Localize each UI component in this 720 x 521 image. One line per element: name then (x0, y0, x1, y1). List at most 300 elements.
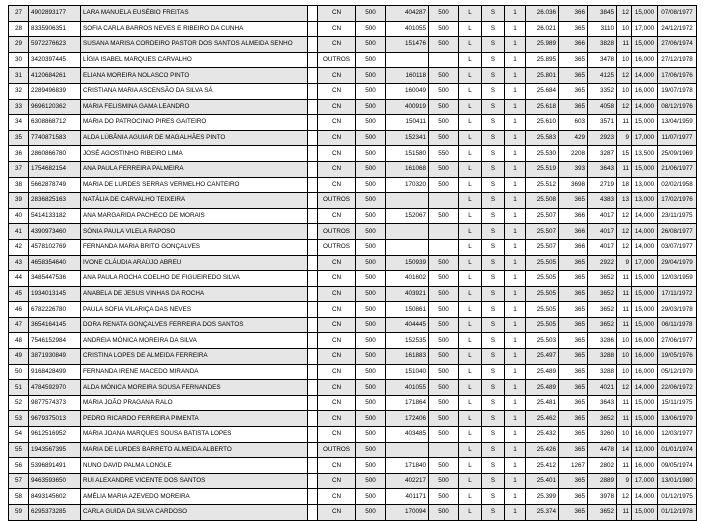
type-s-cell: S (482, 52, 505, 68)
type-l-cell: L (459, 177, 482, 193)
birth-date-cell: 01/01/1974 (658, 442, 697, 458)
type-l-cell: L (459, 130, 482, 146)
grade-cell: 25.505 (526, 302, 559, 318)
service-days-cell: 365 (559, 380, 588, 396)
table-row (9, 349, 697, 365)
priority-cell: 1 (505, 52, 526, 68)
group-cell: CN (318, 161, 356, 177)
service-total-cell: 3260 (588, 427, 617, 443)
placement-cell (429, 442, 459, 458)
spacer-cell (308, 505, 318, 521)
priority-cell: 1 (505, 473, 526, 489)
group-cell: CN (318, 364, 356, 380)
candidate-id-cell: 9168428499 (29, 364, 81, 380)
row-number-cell: 28 (9, 21, 29, 37)
spacer-cell (308, 395, 318, 411)
placement-cell: 550 (429, 146, 459, 162)
points-cell: 15,000 (632, 505, 658, 521)
type-l-cell: L (459, 161, 482, 177)
type-l-cell: L (459, 99, 482, 115)
placement-cell: 500 (429, 208, 459, 224)
row-number-cell: 49 (9, 349, 29, 365)
school-code-cell (386, 224, 429, 240)
points-cell: 16,000 (632, 333, 658, 349)
points-cell: 15,000 (632, 161, 658, 177)
table-row (9, 442, 697, 458)
candidate-id-cell: 4658354640 (29, 255, 81, 271)
candidate-name-cell: ANA PAULA ROCHA COELHO DE FIGUEIREDO SILVA (81, 271, 308, 287)
grade-cell: 25.505 (526, 255, 559, 271)
service-days-cell: 365 (559, 99, 588, 115)
group-cell: CN (318, 427, 356, 443)
table-row (9, 83, 697, 99)
grade-cell: 25.618 (526, 99, 559, 115)
years-cell: 9 (617, 130, 632, 146)
service-total-cell: 3288 (588, 364, 617, 380)
school-code-cell: 401171 (386, 489, 429, 505)
group-cell: CN (318, 286, 356, 302)
points-cell: 14,000 (632, 224, 658, 240)
row-number-cell: 57 (9, 473, 29, 489)
birth-date-cell: 08/12/1976 (658, 99, 697, 115)
table-row (9, 224, 697, 240)
candidate-id-cell: 9877574373 (29, 395, 81, 411)
table-row (9, 505, 697, 521)
service-total-cell: 3571 (588, 115, 617, 131)
quota-cell: 500 (356, 6, 386, 22)
group-cell: CN (318, 395, 356, 411)
type-s-cell: S (482, 395, 505, 411)
spacer-cell (308, 473, 318, 489)
grade-cell: 25.507 (526, 208, 559, 224)
grade-cell: 25.505 (526, 286, 559, 302)
candidate-name-cell: NUNO DAVID PALMA LONGLE (81, 458, 308, 474)
grade-cell: 25.399 (526, 489, 559, 505)
quota-cell: 500 (356, 83, 386, 99)
service-days-cell: 365 (559, 317, 588, 333)
school-code-cell: 400919 (386, 99, 429, 115)
type-l-cell: L (459, 411, 482, 427)
table-row (9, 146, 697, 162)
placement-cell: 500 (429, 505, 459, 521)
candidate-id-cell: 2289496839 (29, 83, 81, 99)
table-row (9, 99, 697, 115)
years-cell: 11 (617, 115, 632, 131)
table-row (9, 21, 697, 37)
years-cell: 10 (617, 333, 632, 349)
points-cell: 15,000 (632, 395, 658, 411)
candidate-name-cell: RUI ALEXANDRE VICENTE DOS SANTOS (81, 473, 308, 489)
candidate-name-cell: AMÉLIA MARIA AZEVEDO MOREIRA (81, 489, 308, 505)
spacer-cell (308, 442, 318, 458)
birth-date-cell: 25/09/1969 (658, 146, 697, 162)
candidate-id-cell: 5972276623 (29, 37, 81, 53)
candidate-id-cell: 2860866780 (29, 146, 81, 162)
service-total-cell: 2719 (588, 177, 617, 193)
priority-cell: 1 (505, 333, 526, 349)
points-cell: 16,000 (632, 52, 658, 68)
group-cell: CN (318, 349, 356, 365)
type-s-cell: S (482, 239, 505, 255)
points-cell: 14,000 (632, 489, 658, 505)
row-number-cell: 53 (9, 411, 29, 427)
birth-date-cell: 06/11/1978 (658, 317, 697, 333)
spacer-cell (308, 224, 318, 240)
quota-cell: 500 (356, 442, 386, 458)
points-cell: 13,500 (632, 146, 658, 162)
birth-date-cell: 09/05/1974 (658, 458, 697, 474)
grade-cell: 25.462 (526, 411, 559, 427)
service-total-cell: 3643 (588, 395, 617, 411)
row-number-cell: 58 (9, 489, 29, 505)
type-l-cell: L (459, 333, 482, 349)
placement-cell: 500 (429, 255, 459, 271)
years-cell: 12 (617, 239, 632, 255)
service-total-cell: 3652 (588, 411, 617, 427)
group-cell: CN (318, 458, 356, 474)
service-total-cell: 3652 (588, 286, 617, 302)
school-code-cell: 170094 (386, 505, 429, 521)
spacer-cell (308, 380, 318, 396)
candidate-name-cell: LARA MANUELA EUSÉBIO FREITAS (81, 6, 308, 22)
grade-cell: 25.481 (526, 395, 559, 411)
table-row (9, 489, 697, 505)
table-row (9, 458, 697, 474)
service-total-cell: 3352 (588, 83, 617, 99)
candidate-id-cell: 5414133182 (29, 208, 81, 224)
birth-date-cell: 17/11/1972 (658, 286, 697, 302)
years-cell: 13 (617, 193, 632, 209)
candidate-name-cell: MARIA FELISMINA GAMA LEANDRO (81, 99, 308, 115)
type-s-cell: S (482, 442, 505, 458)
birth-date-cell: 24/12/1972 (658, 21, 697, 37)
type-s-cell: S (482, 473, 505, 489)
service-days-cell: 366 (559, 239, 588, 255)
candidate-name-cell: DORA RENATA GONÇALVES FERREIRA DOS SANTOS (81, 317, 308, 333)
quota-cell: 500 (356, 473, 386, 489)
grade-cell: 26.036 (526, 6, 559, 22)
placement-cell: 500 (429, 99, 459, 115)
table-row (9, 193, 697, 209)
group-cell: OUTROS (318, 52, 356, 68)
candidate-name-cell: ANDREIA MÓNICA MOREIRA DA SILVA (81, 333, 308, 349)
priority-cell: 1 (505, 411, 526, 427)
points-cell: 15,000 (632, 271, 658, 287)
points-cell: 17,000 (632, 255, 658, 271)
service-days-cell: 365 (559, 286, 588, 302)
table-row (9, 364, 697, 380)
quota-cell: 500 (356, 255, 386, 271)
group-cell: CN (318, 505, 356, 521)
type-s-cell: S (482, 193, 505, 209)
type-l-cell: L (459, 255, 482, 271)
birth-date-cell: 26/08/1977 (658, 224, 697, 240)
type-s-cell: S (482, 349, 505, 365)
candidate-name-cell: SUSANA MARISA CORDEIRO PASTOR DOS SANTOS ALMEIDA SENHO (81, 37, 308, 53)
service-total-cell: 3652 (588, 505, 617, 521)
priority-cell: 1 (505, 302, 526, 318)
spacer-cell (308, 146, 318, 162)
school-code-cell: 401055 (386, 21, 429, 37)
points-cell: 16,000 (632, 458, 658, 474)
group-cell: OUTROS (318, 239, 356, 255)
spacer-cell (308, 21, 318, 37)
school-code-cell: 160118 (386, 68, 429, 84)
points-cell: 17,000 (632, 21, 658, 37)
birth-date-cell: 27/12/1978 (658, 52, 697, 68)
spacer-cell (308, 130, 318, 146)
school-code-cell: 151476 (386, 37, 429, 53)
spacer-cell (308, 161, 318, 177)
candidate-id-cell: 5396891491 (29, 458, 81, 474)
years-cell: 10 (617, 349, 632, 365)
candidate-name-cell: CRISTINA LOPES DE ALMEIDA FERREIRA (81, 349, 308, 365)
priority-cell: 1 (505, 99, 526, 115)
years-cell: 12 (617, 380, 632, 396)
years-cell: 11 (617, 458, 632, 474)
type-s-cell: S (482, 271, 505, 287)
placement-cell: 500 (429, 427, 459, 443)
table-row (9, 208, 697, 224)
school-code-cell: 150861 (386, 302, 429, 318)
placement-cell: 500 (429, 286, 459, 302)
points-cell: 14,000 (632, 68, 658, 84)
service-days-cell: 365 (559, 411, 588, 427)
points-cell: 15,000 (632, 286, 658, 302)
birth-date-cell: 12/03/1959 (658, 271, 697, 287)
type-l-cell: L (459, 286, 482, 302)
school-code-cell (386, 442, 429, 458)
service-days-cell: 3698 (559, 177, 588, 193)
row-number-cell: 41 (9, 224, 29, 240)
candidate-id-cell: 3654164145 (29, 317, 81, 333)
points-cell: 16,000 (632, 83, 658, 99)
row-number-cell: 48 (9, 333, 29, 349)
type-l-cell: L (459, 395, 482, 411)
type-s-cell: S (482, 6, 505, 22)
school-code-cell (386, 239, 429, 255)
grade-cell: 25.426 (526, 442, 559, 458)
service-total-cell: 4017 (588, 224, 617, 240)
years-cell: 14 (617, 442, 632, 458)
placement-cell: 500 (429, 161, 459, 177)
quota-cell: 500 (356, 349, 386, 365)
placement-cell: 500 (429, 489, 459, 505)
table-row (9, 317, 697, 333)
school-code-cell: 404287 (386, 6, 429, 22)
service-days-cell: 365 (559, 364, 588, 380)
spacer-cell (308, 37, 318, 53)
spacer-cell (308, 349, 318, 365)
school-code-cell: 403921 (386, 286, 429, 302)
group-cell: CN (318, 115, 356, 131)
grade-cell: 25.508 (526, 193, 559, 209)
spacer-cell (308, 302, 318, 318)
type-l-cell: L (459, 37, 482, 53)
table-row (9, 52, 697, 68)
service-days-cell: 365 (559, 68, 588, 84)
type-s-cell: S (482, 115, 505, 131)
type-l-cell: L (459, 193, 482, 209)
birth-date-cell: 15/11/1975 (658, 395, 697, 411)
table-row (9, 380, 697, 396)
priority-cell: 1 (505, 395, 526, 411)
candidate-id-cell: 9679375013 (29, 411, 81, 427)
placement-cell: 500 (429, 6, 459, 22)
priority-cell: 1 (505, 208, 526, 224)
row-number-cell: 34 (9, 115, 29, 131)
years-cell: 12 (617, 224, 632, 240)
service-total-cell: 3478 (588, 52, 617, 68)
type-s-cell: S (482, 37, 505, 53)
service-days-cell: 365 (559, 442, 588, 458)
birth-date-cell: 12/03/1977 (658, 427, 697, 443)
group-cell: CN (318, 83, 356, 99)
group-cell: CN (318, 99, 356, 115)
table-row (9, 68, 697, 84)
candidate-name-cell: ALDA MÓNICA MOREIRA SOUSA FERNANDES (81, 380, 308, 396)
placement-cell (429, 239, 459, 255)
grade-cell: 25.505 (526, 317, 559, 333)
service-total-cell: 3828 (588, 37, 617, 53)
spacer-cell (308, 364, 318, 380)
type-s-cell: S (482, 255, 505, 271)
school-code-cell: 161068 (386, 161, 429, 177)
type-l-cell: L (459, 473, 482, 489)
quota-cell: 500 (356, 208, 386, 224)
priority-cell: 1 (505, 83, 526, 99)
service-days-cell: 365 (559, 193, 588, 209)
years-cell: 12 (617, 68, 632, 84)
candidate-name-cell: MARIA JOANA MARQUES SOUSA BATISTA LOPES (81, 427, 308, 443)
candidate-list-table (8, 5, 697, 521)
candidate-id-cell: 4120684261 (29, 68, 81, 84)
quota-cell: 500 (356, 130, 386, 146)
candidate-id-cell: 9463593650 (29, 473, 81, 489)
birth-date-cell: 29/04/1979 (658, 255, 697, 271)
birth-date-cell: 19/07/1978 (658, 83, 697, 99)
service-days-cell: 366 (559, 37, 588, 53)
candidate-id-cell: 3871930849 (29, 349, 81, 365)
group-cell: CN (318, 489, 356, 505)
candidate-id-cell: 4784592970 (29, 380, 81, 396)
type-s-cell: S (482, 177, 505, 193)
service-days-cell: 365 (559, 333, 588, 349)
service-days-cell: 1267 (559, 458, 588, 474)
quota-cell: 500 (356, 271, 386, 287)
group-cell: CN (318, 255, 356, 271)
row-number-cell: 38 (9, 177, 29, 193)
school-code-cell: 404445 (386, 317, 429, 333)
grade-cell: 25.895 (526, 52, 559, 68)
row-number-cell: 30 (9, 52, 29, 68)
birth-date-cell: 19/05/1976 (658, 349, 697, 365)
placement-cell: 500 (429, 458, 459, 474)
priority-cell: 1 (505, 239, 526, 255)
placement-cell: 500 (429, 37, 459, 53)
type-s-cell: S (482, 505, 505, 521)
priority-cell: 1 (505, 21, 526, 37)
points-cell: 14,000 (632, 99, 658, 115)
points-cell: 15,000 (632, 411, 658, 427)
quota-cell: 500 (356, 21, 386, 37)
service-total-cell: 4058 (588, 99, 617, 115)
group-cell: CN (318, 473, 356, 489)
grade-cell: 25.684 (526, 83, 559, 99)
candidate-name-cell: MARIA DE LURDES SERRAS VERMELHO CANTEIRO (81, 177, 308, 193)
candidate-name-cell: MARIA DO PATROCINIO PIRES GAITEIRO (81, 115, 308, 131)
service-days-cell: 365 (559, 255, 588, 271)
type-l-cell: L (459, 224, 482, 240)
years-cell: 9 (617, 473, 632, 489)
birth-date-cell: 27/06/1977 (658, 333, 697, 349)
quota-cell: 500 (356, 489, 386, 505)
priority-cell: 1 (505, 6, 526, 22)
service-total-cell: 3652 (588, 271, 617, 287)
row-number-cell: 46 (9, 302, 29, 318)
type-s-cell: S (482, 130, 505, 146)
type-s-cell: S (482, 489, 505, 505)
candidate-name-cell: IVONE CLÁUDIA ARAÚJO ABREU (81, 255, 308, 271)
table-row (9, 177, 697, 193)
service-total-cell: 2802 (588, 458, 617, 474)
type-l-cell: L (459, 349, 482, 365)
service-total-cell: 3978 (588, 489, 617, 505)
group-cell: CN (318, 380, 356, 396)
priority-cell: 1 (505, 427, 526, 443)
grade-cell: 25.432 (526, 427, 559, 443)
spacer-cell (308, 115, 318, 131)
quota-cell: 500 (356, 146, 386, 162)
birth-date-cell: 29/03/1978 (658, 302, 697, 318)
service-total-cell: 4017 (588, 239, 617, 255)
row-number-cell: 40 (9, 208, 29, 224)
row-number-cell: 44 (9, 271, 29, 287)
row-number-cell: 37 (9, 161, 29, 177)
years-cell: 11 (617, 286, 632, 302)
candidate-id-cell: 4390973460 (29, 224, 81, 240)
group-cell: CN (318, 21, 356, 37)
candidate-id-cell: 3485447536 (29, 271, 81, 287)
placement-cell: 500 (429, 21, 459, 37)
spacer-cell (308, 458, 318, 474)
school-code-cell: 402217 (386, 473, 429, 489)
service-days-cell: 366 (559, 6, 588, 22)
type-s-cell: S (482, 146, 505, 162)
type-s-cell: S (482, 333, 505, 349)
service-days-cell: 429 (559, 130, 588, 146)
type-s-cell: S (482, 302, 505, 318)
type-s-cell: S (482, 83, 505, 99)
school-code-cell: 152067 (386, 208, 429, 224)
school-code-cell: 401055 (386, 380, 429, 396)
birth-date-cell: 01/12/1975 (658, 489, 697, 505)
grade-cell: 25.530 (526, 146, 559, 162)
years-cell: 11 (617, 395, 632, 411)
table-body (9, 6, 697, 521)
table-row (9, 6, 697, 22)
row-number-cell: 43 (9, 255, 29, 271)
priority-cell: 1 (505, 177, 526, 193)
candidate-id-cell: 5662878749 (29, 177, 81, 193)
group-cell: CN (318, 68, 356, 84)
school-code-cell: 152535 (386, 333, 429, 349)
spacer-cell (308, 83, 318, 99)
placement-cell: 500 (429, 115, 459, 131)
school-code-cell: 172406 (386, 411, 429, 427)
row-number-cell: 33 (9, 99, 29, 115)
table-row (9, 411, 697, 427)
